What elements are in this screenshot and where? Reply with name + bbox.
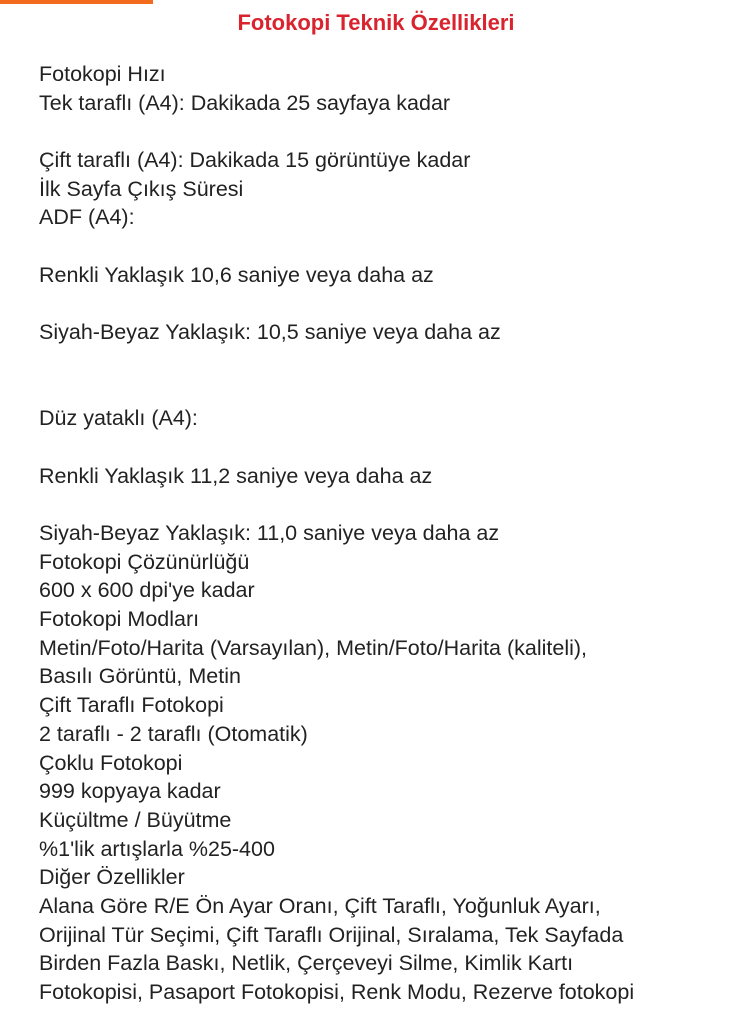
spec-line: ADF (A4): xyxy=(39,205,135,230)
page-title: Fotokopi Teknik Özellikleri xyxy=(237,10,515,35)
spec-line: %1'lik artışlarla %25-400 xyxy=(39,836,275,861)
blank-line xyxy=(39,290,739,319)
spec-line: Orijinal Tür Seçimi, Çift Taraflı Orijinal, Sıralama, Tek Sayfada xyxy=(39,922,624,947)
spec-line: 600 x 600 dpi'ye kadar xyxy=(39,578,255,603)
spec-line: Basılı Görüntü, Metin xyxy=(39,664,241,689)
blank-line xyxy=(39,232,739,261)
spec-line: Çift Taraflı Fotokopi xyxy=(39,693,224,718)
top-accent-bar xyxy=(0,0,153,4)
spec-line: Çift taraflı (A4): Dakikada 15 görüntüye kadar xyxy=(39,148,471,173)
spec-line: Küçültme / Büyütme xyxy=(39,807,232,832)
blank-line xyxy=(39,490,739,519)
blank-line xyxy=(39,117,739,146)
spec-line: Siyah-Beyaz Yaklaşık: 11,0 saniye veya daha az xyxy=(39,521,500,545)
spec-line: Tek taraflı (A4): Dakikada 25 sayfaya kadar xyxy=(39,90,451,115)
spec-line: Renkli Yaklaşık 11,2 saniye veya daha az xyxy=(39,463,433,488)
spec-line: Düz yataklı (A4): xyxy=(39,406,198,431)
spec-line: Alana Göre R/E Ön Ayar Oranı, Çift Taraflı, Yoğunluk Ayarı, xyxy=(39,893,601,918)
spec-content xyxy=(39,60,739,1007)
spec-line: 2 taraflı - 2 taraflı (Otomatik) xyxy=(39,721,308,746)
spec-line: Fotokopi Çözünürlüğü xyxy=(39,549,250,574)
spec-line: Çoklu Fotokopi xyxy=(39,750,183,775)
spec-line: İlk Sayfa Çıkış Süresi xyxy=(39,176,244,201)
spec-line: Fotokopisi, Pasaport Fotokopisi, Renk Modu, Rezerve fotokopi xyxy=(39,980,635,1004)
spec-line: Diğer Özellikler xyxy=(39,865,185,890)
spec-line: Fotokopi Modları xyxy=(39,607,200,632)
spec-line: Metin/Foto/Harita (Varsayılan), Metin/Foto/Harita (kaliteli), xyxy=(39,635,588,660)
blank-line xyxy=(39,433,739,462)
spec-line: Birden Fazla Baskı, Netlik, Çerçeveyi Silme, Kimlik Kartı xyxy=(39,951,574,976)
spec-line: Siyah-Beyaz Yaklaşık: 10,5 saniye veya daha az xyxy=(39,320,501,345)
spec-line: Renkli Yaklaşık 10,6 saniye veya daha az xyxy=(39,262,434,287)
spec-line: 999 kopyaya kadar xyxy=(39,779,221,804)
spec-line: Fotokopi Hızı xyxy=(39,62,166,86)
blank-line xyxy=(39,376,739,405)
blank-line xyxy=(39,347,739,376)
